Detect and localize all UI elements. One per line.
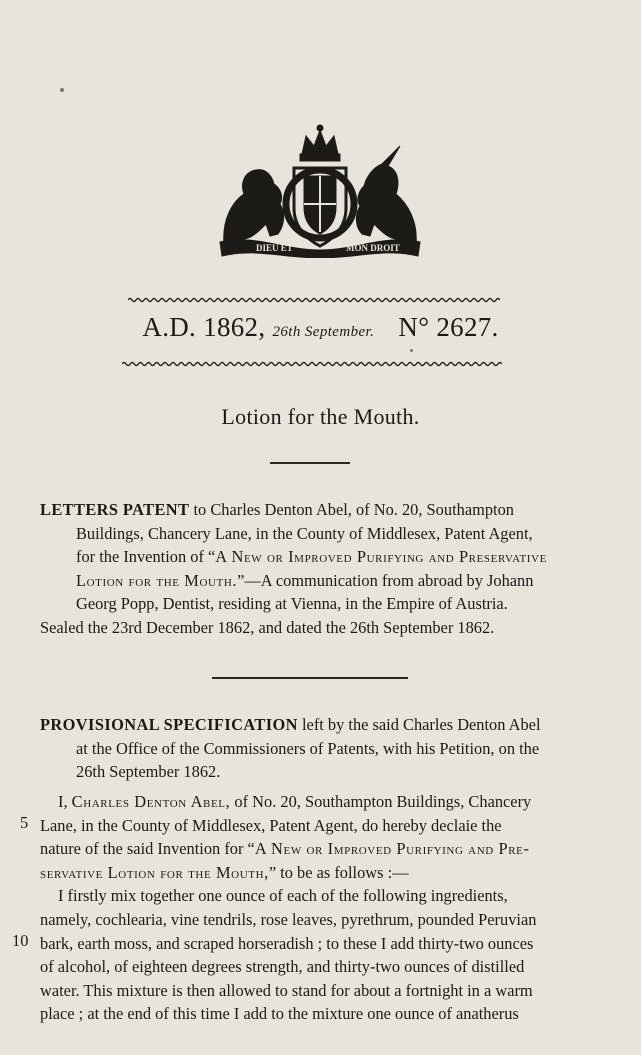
wavy-rule-top — [128, 296, 500, 304]
body-line-6: namely, cochlearia, vine tendrils, rose leaves, pyrethrum, pounded Peruvian — [40, 909, 537, 929]
date-text: 26th September. — [272, 324, 375, 340]
wavy-rule-bottom — [122, 360, 502, 368]
letters-patent-paragraph — [40, 498, 598, 640]
body-line-10: place ; at the end of this time I add to the mixture one ounce of anatherus — [40, 1004, 519, 1024]
body-line-3: nature of the said Invention for “A New or Improved Purifying and Pre- — [40, 839, 530, 859]
royal-coat-of-arms — [214, 124, 426, 258]
document-title: Lotion for the Mouth. — [221, 404, 420, 429]
body-line-9: water. This mixture is then allowed to stand for about a fortnight in a warm — [40, 980, 533, 1000]
provisional-heading: PROVISIONAL SPECIFICATION — [40, 715, 298, 734]
line-number-5: 5 — [20, 813, 29, 832]
year-text: A.D. 1862, — [142, 312, 266, 342]
letters-line-5: Georg Popp, Dentist, residing at Vienna, in the Empire of Austria. — [76, 594, 508, 614]
patent-headline — [0, 312, 641, 343]
sealed-line: Sealed the 23rd December 1862, and dated the 26th September 1862. — [40, 617, 495, 637]
provisional-line-1: PROVISIONAL SPECIFICATION left by the said Charles Denton Abel — [40, 715, 541, 734]
body-line-1: I, Charles Denton Abel, of No. 20, Southampton Buildings, Chancery — [58, 792, 532, 811]
body-line-7: bark, earth moss, and scraped horseradish ; to these I add thirty-two ounces — [40, 933, 534, 953]
specification-body — [40, 790, 598, 1026]
provisional-paragraph — [40, 713, 598, 784]
svg-text:DIEU ET: DIEU ET — [256, 243, 293, 253]
svg-text:MON DROIT: MON DROIT — [346, 243, 400, 253]
body-line-5: I firstly mix together one ounce of each of the following ingredients, — [58, 886, 508, 906]
letters-line-1: LETTERS PATENT to Charles Denton Abel, of No. 20, Southampton — [40, 500, 514, 519]
letters-patent-heading: LETTERS PATENT — [40, 500, 190, 519]
section-rule — [212, 677, 408, 679]
body-line-4: servative Lotion for the Mouth,” to be as follows :— — [40, 862, 409, 882]
paper-speck — [60, 88, 64, 92]
patent-number: N° 2627. — [398, 312, 499, 342]
body-line-2: Lane, in the County of Middlesex, Patent Agent, do hereby declaie the — [40, 815, 502, 835]
short-rule — [270, 462, 350, 464]
provisional-line-2: at the Office of the Commissioners of Patents, with his Petition, on the — [76, 738, 540, 758]
letters-line-4: Lotion for the Mouth.”—A communication from abroad by Johann — [76, 570, 534, 590]
line-number-10: 10 — [12, 931, 29, 950]
paper-speck — [410, 349, 413, 352]
letters-line-2: Buildings, Chancery Lane, in the County of Middlesex, Patent Agent, — [76, 523, 533, 543]
provisional-line-3: 26th September 1862. — [76, 762, 221, 782]
body-line-8: of alcohol, of eighteen degrees strength, and thirty-two ounces of distilled — [40, 957, 525, 977]
letters-line-3: for the Invention of “A New or Improved Purifying and Preservative — [76, 547, 547, 567]
